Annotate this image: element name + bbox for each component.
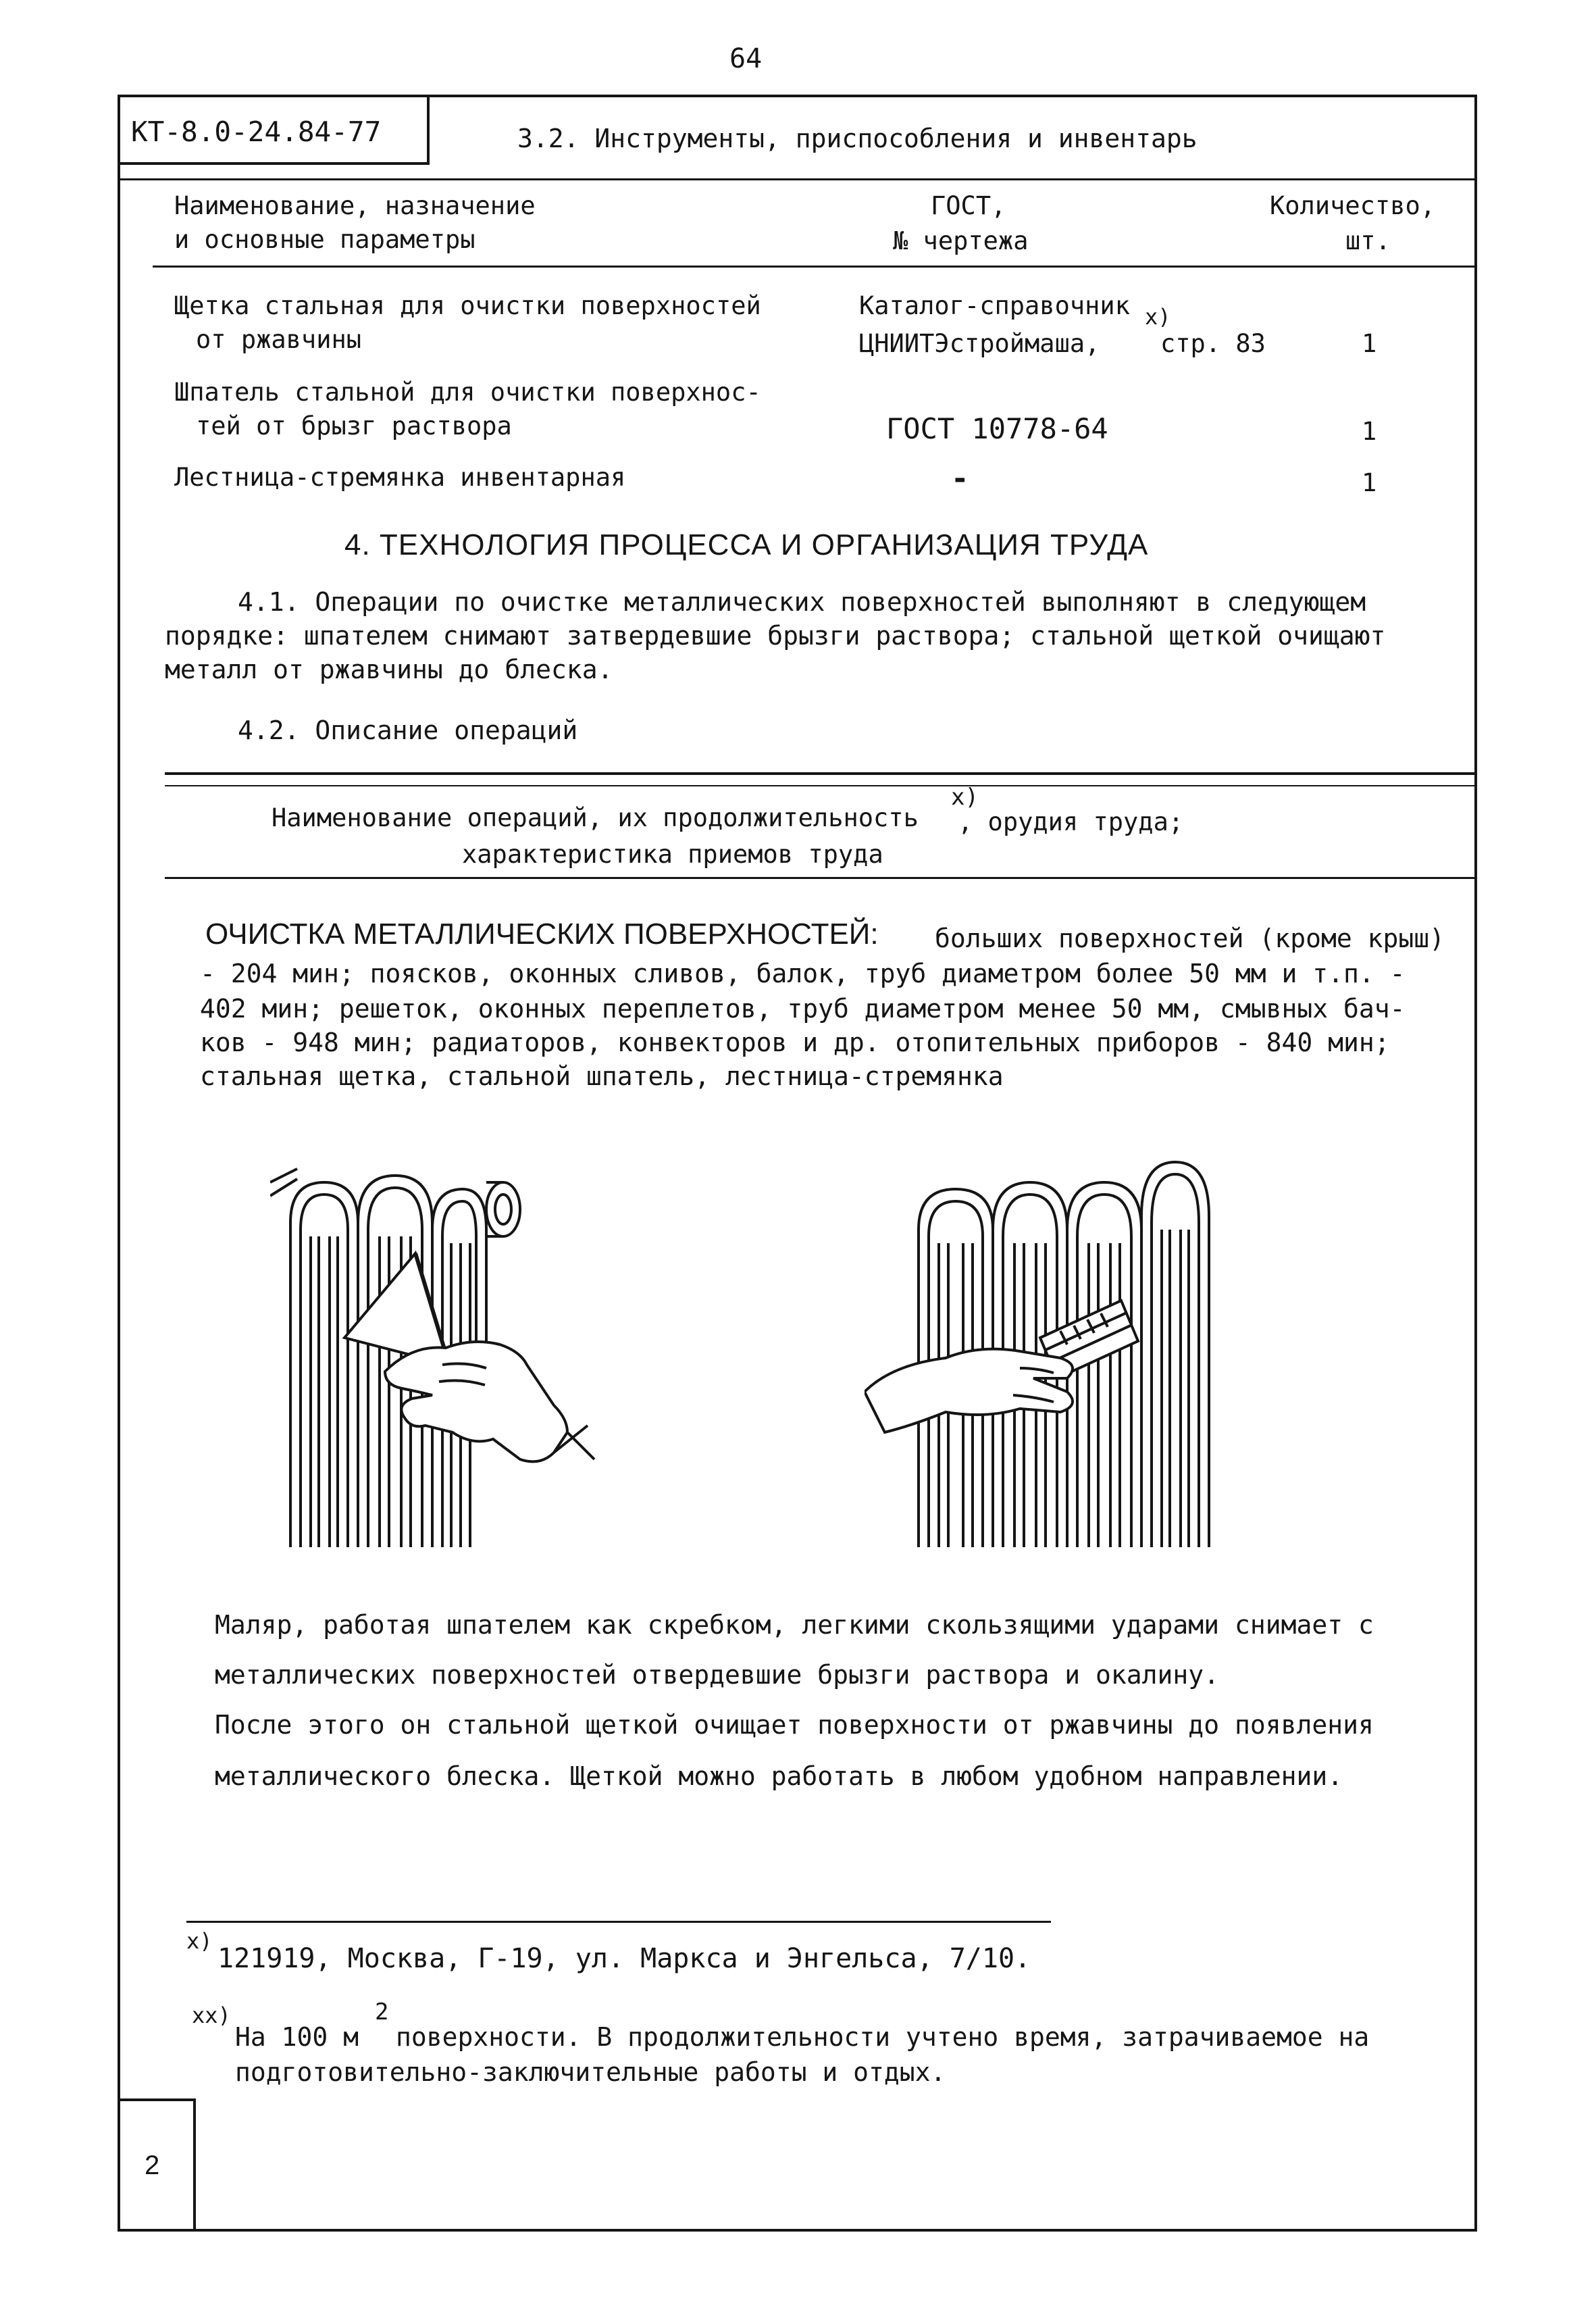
tool-row-2-name-1: Шпатель стальной для очистки поверхнос- xyxy=(174,378,761,407)
tool-row-2-name-2: тей от брызг раствора xyxy=(196,411,512,441)
ops-header-sup: х) xyxy=(951,784,979,811)
p41-line-2: порядке: шпателем снимают затвердевшие брызги раствора; стальной щеткой очищают xyxy=(165,621,1386,651)
tool-row-1-qty: 1 xyxy=(1362,329,1377,358)
tools-header-qty-1: Количество, xyxy=(1270,191,1436,220)
op-line-1: больших поверхностей (кроме крыш) xyxy=(935,924,1445,953)
footnote-2-text-b: поверхности. В продолжительности учтено время, затрачиваемое на xyxy=(396,2022,1370,2052)
tool-row-1-name-1: Щетка стальная для очистки поверхностей xyxy=(174,291,761,320)
footnote-2-sup: 2 xyxy=(375,1998,389,2026)
footnote-1-mark: х) xyxy=(186,1928,213,1954)
tools-header-name-2: и основные параметры xyxy=(174,225,475,254)
footnote-2-mark: хх) xyxy=(192,2003,231,2028)
p41-line-1: 4.1. Операции по очистке металлических поверхностей выполняют в следующем xyxy=(238,587,1366,617)
p42: 4.2. Описание операций xyxy=(238,715,578,745)
tool-row-3-name-1: Лестница-стремянка инвентарная xyxy=(174,463,626,492)
sheet-box-right xyxy=(193,2098,196,2230)
tools-header-name-1: Наименование, назначение xyxy=(174,191,536,220)
frame-top xyxy=(118,95,1476,97)
section-title: 3.2. Инструменты, приспособления и инвентарь xyxy=(517,124,1198,153)
tools-header-rule xyxy=(153,266,1476,268)
op-line-5: стальная щетка, стальной шпатель, лестница-стремянка xyxy=(200,1061,1004,1091)
section4-title: 4. ТЕХНОЛОГИЯ ПРОЦЕССА И ОРГАНИЗАЦИЯ ТРУДА xyxy=(344,528,1149,561)
frame-right xyxy=(1474,95,1477,2232)
ops-header-2: характеристика приемов труда xyxy=(462,840,883,869)
desc-line-3: После этого он стальной щеткой очищает поверхности от ржавчины до появления xyxy=(215,1710,1374,1740)
tool-row-3-qty: 1 xyxy=(1362,468,1377,497)
ops-header-1b: , орудия труда; xyxy=(958,807,1184,836)
footnote-2-line-2: подготовительно-заключительные работы и отдых. xyxy=(235,2057,946,2087)
ops-rule-top xyxy=(165,772,1476,775)
footnote-2-text-a: На 100 м xyxy=(235,2022,359,2052)
desc-line-2: металлических поверхностей отвердевшие брызги раствора и окалину. xyxy=(215,1660,1220,1690)
tool-row-1-name-2: от ржавчины xyxy=(196,325,362,354)
tool-row-1-gost-sup: х) xyxy=(1145,304,1171,330)
ops-rule-top-2 xyxy=(165,785,1476,786)
tools-header-qty-2: шт. xyxy=(1345,226,1391,255)
desc-line-1: Маляр, работая шпателем как скребком, легкими скользящими ударами снимает с xyxy=(215,1610,1374,1640)
code-box-right xyxy=(427,95,430,165)
tool-row-2-qty: 1 xyxy=(1362,417,1377,446)
ops-rule-header xyxy=(165,877,1476,879)
radiator-scraper-illustration xyxy=(270,1142,648,1547)
op-title: ОЧИСТКА МЕТАЛЛИЧЕСКИХ ПОВЕРХНОСТЕЙ: xyxy=(205,917,879,951)
frame-bottom xyxy=(118,2229,1477,2232)
tool-row-1-gost-1: Каталог-справочник xyxy=(859,291,1130,320)
title-underline xyxy=(118,178,1476,180)
op-line-2: - 204 мин; поясков, оконных сливов, балок, труб диаметром более 50 мм и т.п. - xyxy=(200,959,1406,988)
footnote-1-text: 121919, Москва, Г-19, ул. Маркса и Энгельса, 7/10. xyxy=(217,1943,1031,1974)
tool-row-1-gost-2: ЦНИИТЭстроймаша, xyxy=(859,329,1100,358)
radiator-brush-illustration xyxy=(865,1135,1216,1547)
page-number: 64 xyxy=(729,43,763,74)
sheet-number: 2 xyxy=(145,2150,160,2180)
tools-header-gost-2: № чертежа xyxy=(893,226,1029,255)
sheet-box-top xyxy=(118,2098,196,2101)
tool-row-2-gost: ГОСТ 10778-64 xyxy=(886,412,1108,445)
tool-row-3-gost: - xyxy=(951,461,969,496)
p41-line-3: металл от ржавчины до блеска. xyxy=(165,655,613,684)
code-box-bottom xyxy=(118,162,430,165)
tools-header-gost-1: ГОСТ, xyxy=(931,191,1006,220)
document-code: КТ-8.0-24.84-77 xyxy=(131,116,382,148)
frame-left xyxy=(118,95,120,2232)
op-line-3: 402 мин; решеток, оконных переплетов, труб диаметром менее 50 мм, смывных бач- xyxy=(200,994,1406,1024)
tool-row-1-gost-2b: стр. 83 xyxy=(1160,329,1266,358)
ops-header-1a: Наименование операций, их продолжительность xyxy=(272,803,919,832)
footnote-rule xyxy=(186,1921,1051,1923)
op-line-4: ков - 948 мин; радиаторов, конвекторов и др. отопительных приборов - 840 мин; xyxy=(200,1028,1390,1057)
desc-line-4: металлического блеска. Щеткой можно работать в любом удобном направлении. xyxy=(215,1761,1343,1791)
